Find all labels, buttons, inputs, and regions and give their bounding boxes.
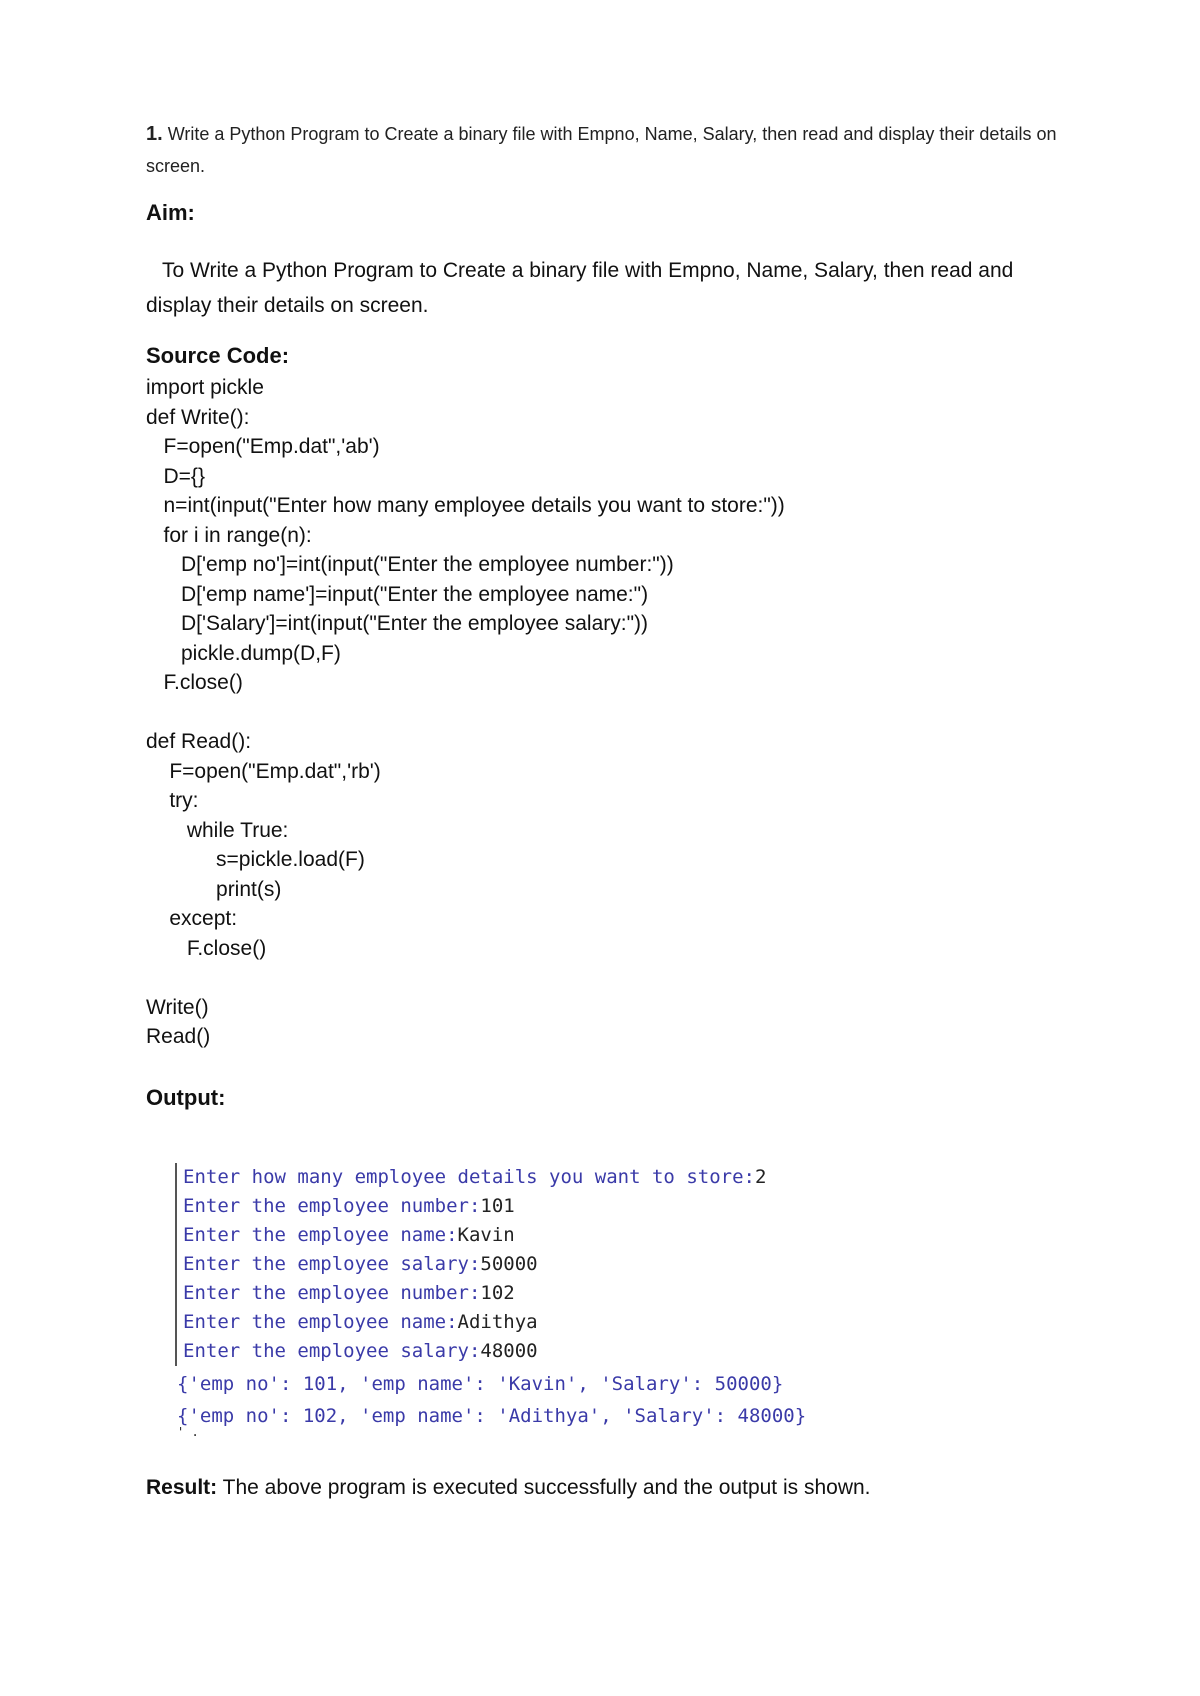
- code-line: pickle.dump(D,F): [146, 641, 341, 665]
- code-line: [146, 963, 1046, 993]
- code-line: Write(): [146, 995, 209, 1019]
- code-line: F=open("Emp.dat",'ab'): [146, 435, 380, 458]
- console-prompt-line: [183, 1221, 515, 1250]
- source-code-heading: Source Code:: [146, 343, 290, 368]
- console-cursor: ' .: [177, 1425, 199, 1439]
- console-prompt-text: Enter the employee salary:: [183, 1253, 481, 1275]
- aim-text: To Write a Python Program to Create a binary file with Empno, Name, Salary, then read and display their details on screen.: [146, 259, 1014, 317]
- code-line: while True:: [146, 818, 289, 842]
- code-line: [146, 698, 1046, 728]
- console-input-value: 50000: [480, 1253, 538, 1275]
- code-line: n=int(input("Enter how many employee details you want to store:")): [146, 494, 785, 517]
- console-left-border: [175, 1163, 177, 1366]
- source-code-block: [146, 373, 1046, 1052]
- console-prompt-line: [183, 1163, 766, 1192]
- console-prompt-text: Enter the employee name:: [183, 1311, 458, 1333]
- console-prompt-text: Enter the employee salary:: [183, 1340, 481, 1362]
- console-prompt-text: Enter the employee number:: [183, 1195, 481, 1217]
- code-line: D['Salary']=int(input("Enter the employee salary:")): [146, 612, 649, 635]
- aim-heading: Aim:: [146, 200, 195, 225]
- console-prompt-line: [183, 1250, 538, 1279]
- result-text: The above program is executed successfully and the output is shown.: [217, 1476, 871, 1499]
- code-line: D['emp name']=input("Enter the employee name:"): [146, 582, 649, 606]
- question-number: 1.: [146, 123, 163, 145]
- code-line: def Write():: [146, 405, 250, 429]
- code-line: def Read():: [146, 730, 252, 753]
- console-input-value: 48000: [480, 1340, 538, 1362]
- output-console: [175, 1163, 875, 1439]
- question: [146, 118, 1066, 182]
- result-paragraph: [146, 1476, 1066, 1500]
- code-line: except:: [146, 907, 238, 930]
- console-input-value: 101: [480, 1195, 515, 1217]
- code-line: D['emp no']=int(input("Enter the employee number:")): [146, 553, 674, 576]
- console-result-line: {'emp no': 101, 'emp name': 'Kavin', 'Salary': 50000}: [177, 1373, 784, 1395]
- console-prompt-text: Enter the employee name:: [183, 1224, 458, 1246]
- console-prompt-line: [183, 1337, 538, 1366]
- code-line: import pickle: [146, 376, 264, 399]
- console-input-value: Adithya: [457, 1311, 538, 1333]
- code-line: print(s): [146, 877, 282, 901]
- result-label: Result:: [146, 1476, 218, 1499]
- console-prompt-line: [183, 1279, 515, 1308]
- console-prompt-text: Enter how many employee details you want to store:: [183, 1166, 755, 1188]
- code-line: F.close(): [146, 936, 267, 960]
- console-prompt-text: Enter the employee number:: [183, 1282, 481, 1304]
- output-heading: Output:: [146, 1085, 226, 1110]
- console-prompt-line: [183, 1308, 538, 1337]
- code-line: F.close(): [146, 671, 243, 694]
- code-line: Read(): [146, 1025, 211, 1048]
- code-line: for i in range(n):: [146, 523, 312, 547]
- code-line: F=open("Emp.dat",'rb'): [146, 759, 381, 783]
- console-result-line: {'emp no': 102, 'emp name': 'Adithya', 'Salary': 48000}: [177, 1405, 807, 1427]
- console-input-value: Kavin: [457, 1224, 515, 1246]
- console-input-value: 102: [480, 1282, 515, 1304]
- console-input-value: 2: [754, 1166, 767, 1188]
- code-line: s=pickle.load(F): [146, 848, 365, 871]
- question-text: Write a Python Program to Create a binary file with Empno, Name, Salary, then read and display their details on screen.: [146, 124, 1057, 176]
- code-line: try:: [146, 789, 199, 812]
- console-prompt-line: [183, 1192, 515, 1221]
- code-line: D={}: [146, 464, 205, 488]
